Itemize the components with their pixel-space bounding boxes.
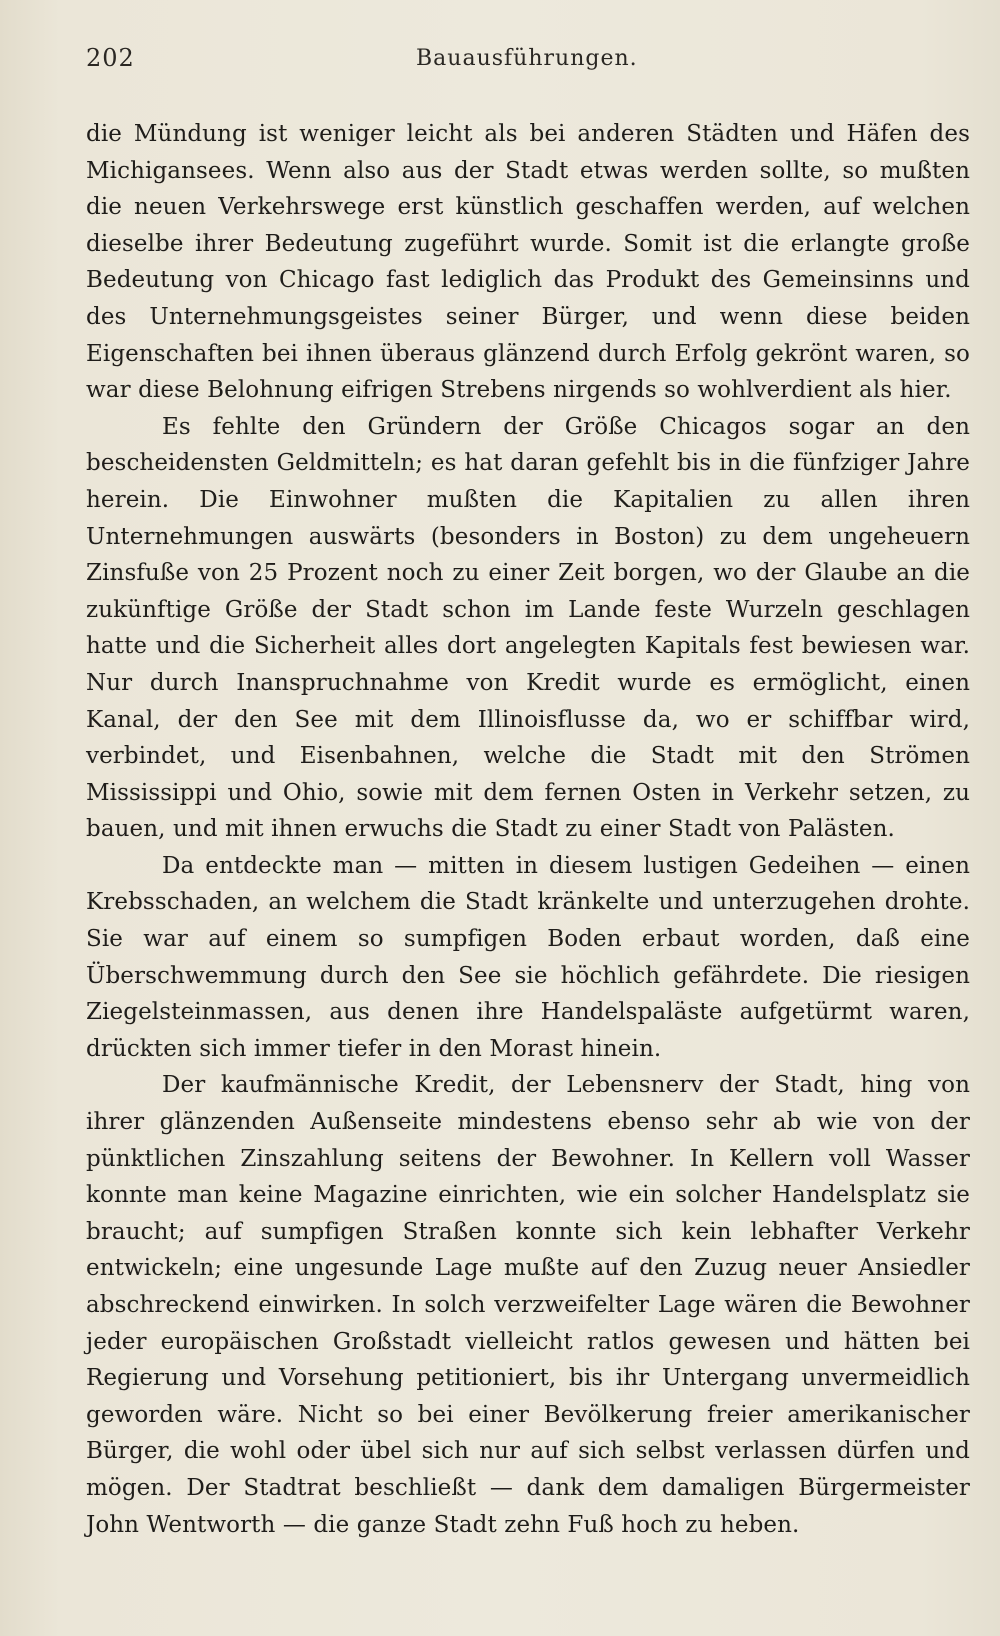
page-number: 202 <box>86 44 135 72</box>
paragraph-2: Es fehlte den Gründern der Größe Chicagos sogar an den bescheidensten Geldmitteln; es hat daran gefehlt bis in die fünfziger Jahre herein. Die Einwohner mußten die Kapitalien zu allen ihren Unternehmungen auswärts (besonders in Boston) zu dem ungeheuern Zinsfuße von 25 Prozent noch zu einer Zeit borgen, wo der Glaube an die zukünftige Größe der Stadt schon im Lande feste Wurzeln geschlagen hatte und die Sicherheit alles dort angelegten Kapitals fest bewiesen war. Nur durch Inanspruchnahme von Kredit wurde es ermöglicht, einen Kanal, der den See mit dem Illinoisflusse da, wo er schiffbar wird, verbindet, und Eisenbahnen, welche die Stadt mit den Strömen Mississippi und Ohio, sowie mit dem fernen Osten in Verkehr setzen, zu bauen, und mit ihnen erwuchs die Stadt zu einer Stadt von Palästen. <box>86 413 970 843</box>
running-title: Bauausführungen. <box>416 46 638 71</box>
body-text <box>86 116 970 1543</box>
running-head <box>86 44 970 84</box>
paragraph-1: die Mündung ist weniger leicht als bei anderen Städten und Häfen des Michigansees. Wenn also aus der Stadt etwas werden sollte, so mußten die neuen Verkehrswege erst künstlich geschaffen werden, auf welchen dieselbe ihrer Bedeutung zugeführt wurde. Somit ist die erlangte große Bedeutung von Chicago fast lediglich das Produkt des Gemeinsinns und des Unternehmungsgeistes seiner Bürger, und wenn diese beiden Eigenschaften bei ihnen überaus glänzend durch Erfolg gekrönt waren, so war diese Belohnung eifrigen Strebens nirgends so wohlverdient als hier. <box>86 121 970 404</box>
paragraph-3: Da entdeckte man — mitten in diesem lustigen Gedeihen — einen Krebsschaden, an welchem die Stadt kränkelte und unterzugehen drohte. Sie war auf einem so sumpfigen Boden erbaut worden, daß eine Überschwemmung durch den See sie höchlich gefährdete. Die riesigen Ziegelsteinmassen, aus denen ihre Handelspaläste aufgetürmt waren, drückten sich immer tiefer in den Morast hinein. <box>86 852 970 1062</box>
paragraph-4: Der kaufmännische Kredit, der Lebensnerv der Stadt, hing von ihrer glänzenden Außenseite mindestens ebenso sehr ab wie von der pünktlichen Zinszahlung seitens der Bewohner. In Kellern voll Wasser konnte man keine Magazine einrichten, wie ein solcher Handelsplatz sie braucht; auf sumpfigen Straßen konnte sich kein lebhafter Verkehr entwickeln; eine ungesunde Lage mußte auf den Zuzug neuer Ansiedler abschreckend einwirken. In solch verzweifelter Lage wären die Bewohner jeder europäischen Großstadt vielleicht ratlos gewesen und hätten bei Regierung und Vorsehung petitioniert, bis ihr Untergang unvermeidlich geworden wäre. Nicht so bei einer Bevölkerung freier amerikanischer Bürger, die wohl oder übel sich nur auf sich selbst verlassen dürfen und mögen. Der Stadtrat beschließt — dank dem damaligen Bürgermeister John Wentworth — die ganze Stadt zehn Fuß hoch zu heben. <box>86 1072 970 1538</box>
